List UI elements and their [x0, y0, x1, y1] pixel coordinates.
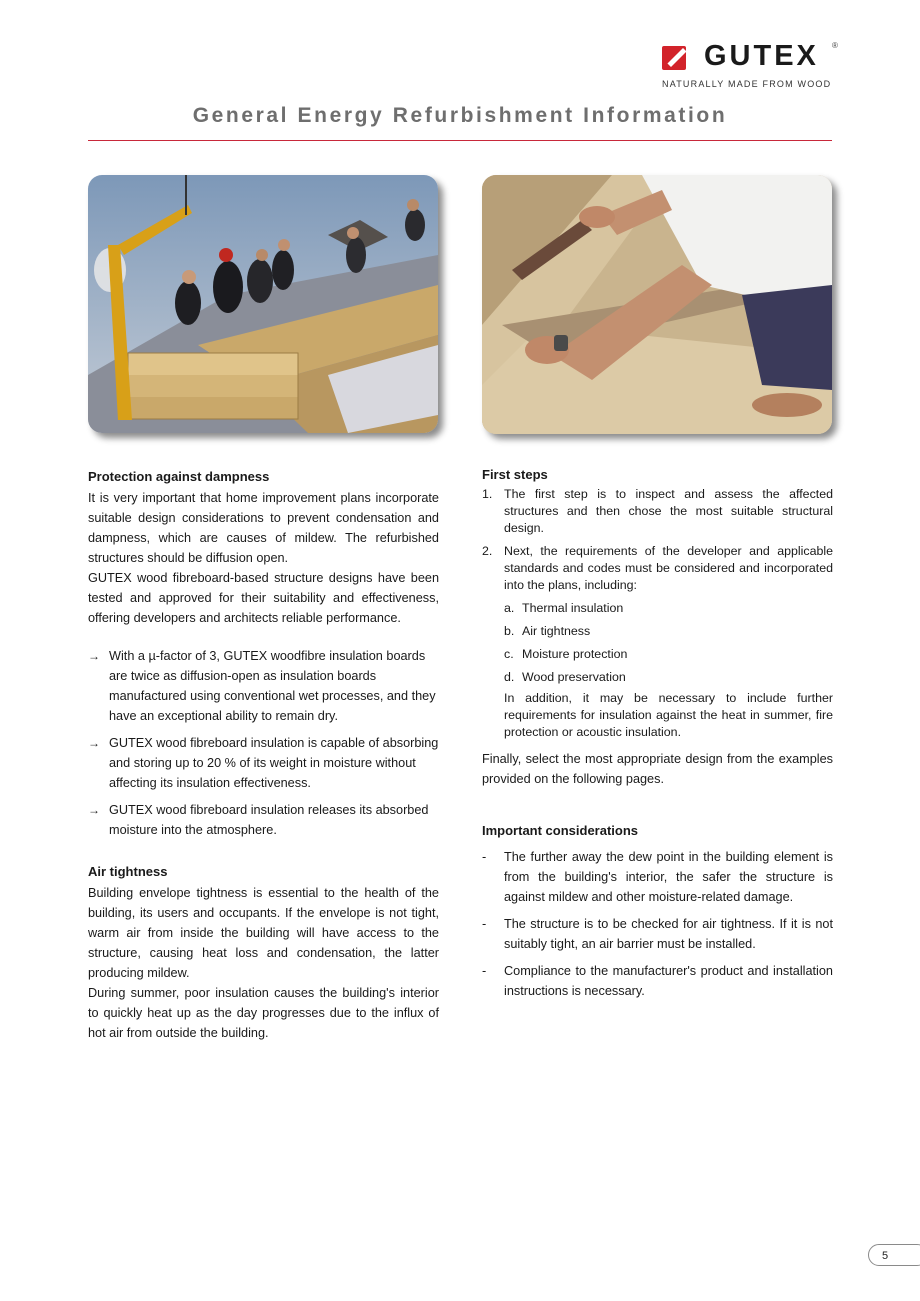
dampness-paragraph-2: GUTEX wood fibreboard-based structure designs have been tested and approved for their suitability and effectiveness, offering developers and architects reliable performance.	[88, 571, 439, 625]
considerations-heading: Important considerations	[482, 823, 639, 838]
logo-wordmark: GUTEX	[704, 40, 819, 72]
roofers-photo	[88, 175, 438, 433]
logo-tagline: NATURALLY MADE FROM WOOD	[662, 79, 832, 89]
left-column	[88, 467, 439, 1043]
list-item: - The structure is to be checked for air tightness. If it is not suitably tight, an air barrier must be installed.	[482, 917, 833, 951]
insulation-board-photo	[482, 175, 832, 434]
first-steps-heading: First steps	[482, 467, 548, 482]
air-tightness-paragraph-1: Building envelope tightness is essential to the health of the building, its users and occupants. If the envelope is not tight, warm air from inside the building will have access to the structure, causing heat loss and condensation, the latter producing mildew.	[88, 886, 439, 980]
gutex-logo	[662, 42, 842, 92]
list-item: - Compliance to the manufacturer's product and installation instructions is necessary.	[482, 964, 833, 998]
dampness-bullet-list	[88, 646, 439, 840]
list-item: b. Air tightness	[504, 624, 591, 638]
considerations-list	[482, 847, 833, 1001]
list-item: 2. Next, the requirements of the developer and applicable standards and codes must be considered and incorporated into the plans, including: a. Thermal insulation b. Air tightness c. Moisture protection d. Wood preservation In addition, it may be necessary to include further requirements for insulation against the heat in summer, fire protection or acoustic insulation.	[482, 544, 833, 739]
dampness-paragraph-1: It is very important that home improvement plans incorporate suitable design considerations to prevent condensation and dampness, which are causes of mildew. The refurbished structures should be diffusion open.	[88, 491, 439, 565]
air-tightness-paragraph-2: During summer, poor insulation causes the building's interior to quickly heat up as the day progresses due to the influx of hot air from outside the building.	[88, 986, 439, 1040]
page-title: General Energy Refurbishment Information	[192, 104, 728, 127]
arrow-right-icon: →	[88, 736, 100, 750]
steps-list	[482, 486, 833, 741]
step2-addition: In addition, it may be necessary to include further requirements for insulation against the heat in summer, fire protection or acoustic insulation.	[504, 691, 833, 739]
registered-mark: ®	[832, 41, 838, 50]
requirements-sublist	[504, 598, 833, 687]
list-item: → With a µ-factor of 3, GUTEX woodfibre insulation boards are twice as diffusion-open as insulation boards manufactured using conventional wet processes, and they have an exceptional ability to remain dry.	[88, 646, 439, 726]
dampness-heading: Protection against dampness	[88, 469, 270, 484]
arrow-right-icon: →	[88, 649, 100, 663]
title-divider	[88, 140, 832, 141]
list-item: a. Thermal insulation	[504, 601, 624, 615]
list-item: d. Wood preservation	[504, 670, 626, 684]
logo-mark-icon	[662, 46, 686, 70]
list-item: - The further away the dew point in the building element is from the building's interior, the safer the structure is against mildew and other moisture-related damage.	[482, 850, 833, 904]
air-tightness-heading: Air tightness	[88, 864, 168, 879]
right-column	[482, 465, 833, 1008]
page-number: 5	[868, 1244, 920, 1266]
list-item: c. Moisture protection	[504, 647, 628, 661]
list-item: → GUTEX wood fibreboard insulation releases its absorbed moisture into the atmosphere.	[88, 800, 439, 840]
finally-paragraph: Finally, select the most appropriate design from the examples provided on the following pages.	[482, 752, 833, 786]
arrow-right-icon: →	[88, 803, 100, 817]
list-item: 1. The first step is to inspect and assess the affected structures and then chose the most suitable structural design.	[482, 487, 833, 535]
list-item: → GUTEX wood fibreboard insulation is capable of absorbing and storing up to 20 % of its weight in moisture without affecting its insulation effectiveness.	[88, 733, 439, 793]
